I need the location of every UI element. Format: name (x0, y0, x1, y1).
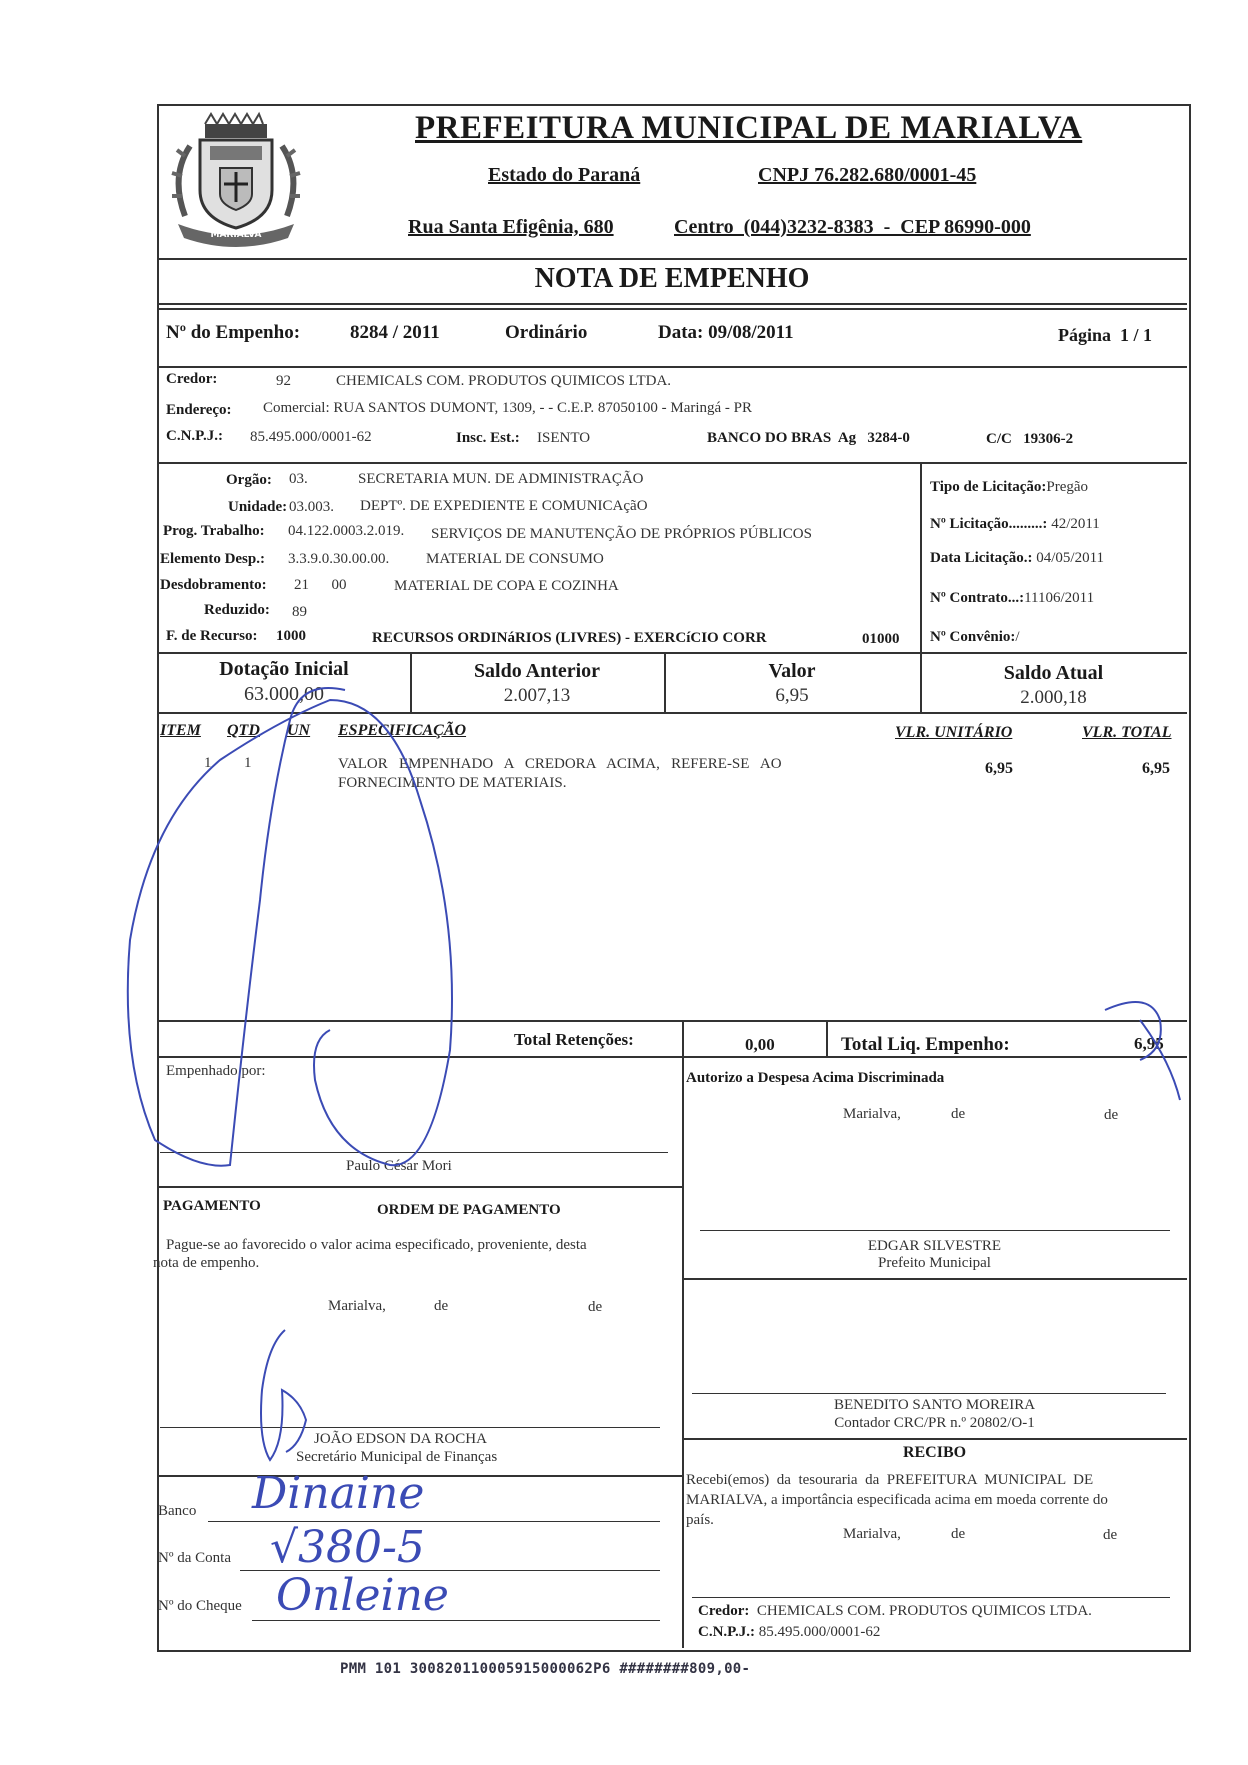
recibo-cnpj-value: 85.495.000/0001-62 (758, 1624, 881, 1640)
banco-handwriting: Dinaine (252, 1468, 425, 1519)
empenho-label: Nº do Empenho: (166, 322, 301, 343)
pagamento-text2: nota de empenho. (153, 1255, 260, 1271)
footer-code: PMM 101 300820110005915000062P6 ########809,00- (340, 1661, 751, 1677)
recibo-text2: MARIALVA, a importância especificada acima em moeda corrente do (686, 1492, 1108, 1508)
cheque-handwriting: Onleine (276, 1570, 449, 1621)
orgao-label: Orgão: (226, 472, 272, 488)
account-info: C/C 19306-2 (986, 431, 1074, 447)
recibo-text1: Recebi(emos) da tesouraria da PREFEITURA MUNICIPAL DE (686, 1472, 1094, 1488)
header-cnpj: CNPJ 76.282.680/0001-45 (758, 164, 977, 186)
signature-liq (1105, 1002, 1180, 1100)
retencoes-value: 0,00 (745, 1035, 775, 1054)
licitacao-num-label: Nº Licitação.........: (930, 516, 1048, 532)
recibo-de2: de (1103, 1527, 1118, 1543)
elemento-name: MATERIAL DE CONSUMO (426, 551, 604, 567)
header-address: Rua Santa Efigênia, 680 (408, 216, 614, 238)
credor-address: Comercial: RUA SANTOS DUMONT, 1309, - - C.E.P. 87050100 - Maringá - PR (263, 400, 753, 416)
credor-label: Credor: (166, 371, 218, 387)
prog-code: 04.122.0003.2.019. (288, 523, 405, 539)
signature-empenhado (128, 688, 452, 1166)
autorizo-city: Marialva, (843, 1106, 901, 1122)
valor-value: 6,95 (775, 685, 809, 706)
credor-code: 92 (276, 373, 291, 389)
recurso-name: RECURSOS ORDINáRIOS (LIVRES) - EXERCíCIO CORR (372, 630, 767, 646)
dotacao-inicial-label: Dotação Inicial (219, 658, 349, 680)
col-spec: ESPECIFICAÇÃO (338, 722, 467, 739)
item-spec-line1: VALOR EMPENHADO A CREDORA ACIMA, REFERE-SE AO (338, 756, 782, 772)
recibo-credor-name: CHEMICALS COM. PRODUTOS QUIMICOS LTDA. (756, 1603, 1092, 1619)
tipo-licitacao-value: Pregão (1046, 479, 1089, 495)
signature-secretario (261, 1330, 306, 1460)
recibo-text3: país. (686, 1512, 714, 1528)
col-item: ITEM (160, 722, 201, 739)
recibo-title: RECIBO (902, 1444, 967, 1461)
ordem-pagamento-label: ORDEM DE PAGAMENTO (377, 1202, 561, 1218)
contrato-label: Nº Contrato...: (930, 590, 1025, 606)
pagamento-de1: de (434, 1298, 449, 1314)
dotacao-inicial-value: 63.000,00 (244, 683, 324, 705)
item-spec-line2: FORNECIMENTO DE MATERIAIS. (338, 775, 567, 791)
licitacao-date-label: Data Licitação.: (930, 550, 1033, 566)
recibo-cnpj-label: C.N.P.J.: (698, 1624, 755, 1640)
conta-label: Nº da Conta (158, 1550, 231, 1566)
convenio-value: / (1015, 629, 1020, 645)
desdobramento-label: Desdobramento: (160, 577, 267, 593)
unidade-name: DEPTº. DE EXPEDIENTE E COMUNICAçãO (360, 498, 648, 514)
valor-label: Valor (768, 660, 816, 682)
credor-name: CHEMICALS COM. PRODUTOS QUIMICOS LTDA. (336, 373, 672, 389)
liq-empenho-label: Total Liq. Empenho: (841, 1034, 1010, 1055)
svg-text:MARIALVA: MARIALVA (210, 230, 262, 240)
pagamento-de2: de (588, 1299, 603, 1315)
item-total-value: 6,95 (1142, 760, 1170, 777)
page-number: Página 1 / 1 (1058, 325, 1153, 345)
address-label: Endereço: (166, 402, 232, 418)
bank-info: BANCO DO BRAS Ag 3284-0 (707, 430, 910, 446)
header-state: Estado do Paraná (488, 164, 641, 186)
empenho-date: Data: 09/08/2011 (658, 322, 794, 343)
elemento-label: Elemento Desp.: (160, 551, 265, 567)
item-qtd: 1 (244, 755, 252, 771)
doc-title: NOTA DE EMPENHO (534, 263, 810, 294)
secretario-role: Secretário Municipal de Finanças (296, 1449, 498, 1465)
empenho-type: Ordinário (505, 322, 588, 343)
recurso-label: F. de Recurso: (166, 628, 258, 644)
insc-label: Insc. Est.: (456, 430, 520, 446)
contador-role: Contador CRC/PR n.º 20802/O-1 (834, 1415, 1035, 1431)
liq-empenho-value: 6,95 (1134, 1034, 1164, 1053)
conta-handwriting: √380-5 (270, 1522, 425, 1573)
cheque-label: Nº do Cheque (158, 1598, 242, 1614)
insc-value: ISENTO (537, 430, 591, 446)
elemento-code: 3.3.9.0.30.00.00. (288, 551, 390, 567)
licitacao-date-value: 04/05/2011 (1036, 550, 1105, 566)
orgao-name: SECRETARIA MUN. DE ADMINISTRAÇÃO (358, 471, 644, 487)
col-total: VLR. TOTAL (1082, 724, 1172, 741)
convenio-label: Nº Convênio: (930, 629, 1016, 645)
empenho-number: 8284 / 2011 (350, 322, 440, 343)
col-qtd: QTD (227, 722, 260, 739)
desdobramento-name: MATERIAL DE COPA E COZINHA (394, 578, 619, 594)
saldo-anterior-value: 2.007,13 (503, 685, 571, 706)
reduzido-value: 89 (292, 604, 307, 620)
header-contact: Centro (044)3232-8383 - CEP 86990-000 (674, 216, 1031, 238)
item-number: 1 (204, 755, 212, 771)
autorizo-label: Autorizo a Despesa Acima Discriminada (686, 1070, 945, 1086)
secretario-name: JOÃO EDSON DA ROCHA (314, 1431, 487, 1447)
pagamento-label: PAGAMENTO (163, 1198, 261, 1214)
prefeito-name: EDGAR SILVESTRE (867, 1238, 1002, 1254)
prog-name: SERVIÇOS DE MANUTENÇÃO DE PRÓPRIOS PÚBLICOS (431, 526, 812, 542)
saldo-anterior-label: Saldo Anterior (473, 660, 601, 682)
unidade-code: 03.003. (289, 499, 334, 515)
credor-cnpj: 85.495.000/0001-62 (250, 429, 372, 445)
contrato-value: 11106/2011 (1024, 590, 1095, 606)
unidade-label: Unidade: (228, 499, 288, 515)
tipo-licitacao-label: Tipo de Licitação: (930, 479, 1047, 495)
licitacao-num-value: 42/2011 (1051, 516, 1100, 532)
prefeito-role: Prefeito Municipal (878, 1255, 991, 1271)
prog-label: Prog. Trabalho: (163, 523, 265, 539)
col-unit: VLR. UNITÁRIO (895, 724, 1013, 741)
col-un: UN (287, 722, 311, 739)
empenhado-signer: Paulo César Mori (346, 1158, 452, 1174)
empenhado-label: Empenhado por: (166, 1063, 266, 1079)
pagamento-city: Marialva, (328, 1298, 386, 1314)
autorizo-de1: de (951, 1106, 966, 1122)
contador-name: BENEDITO SANTO MOREIRA (833, 1397, 1036, 1413)
orgao-code: 03. (289, 471, 308, 487)
saldo-atual-value: 2.000,18 (1020, 687, 1087, 708)
cnpj-label: C.N.P.J.: (166, 428, 223, 444)
pagamento-text1: Pague-se ao favorecido o valor acima especificado, proveniente, desta (166, 1237, 587, 1253)
recurso-code: 1000 (276, 628, 306, 644)
recurso-number: 01000 (862, 631, 900, 647)
header-title: PREFEITURA MUNICIPAL DE MARIALVA (415, 110, 1083, 146)
reduzido-label: Reduzido: (204, 602, 270, 618)
recibo-de1: de (951, 1526, 966, 1542)
retencoes-label: Total Retenções: (514, 1030, 634, 1049)
recibo-credor-label: Credor: (698, 1603, 750, 1619)
desdobramento-code: 21 00 (294, 577, 347, 593)
item-unit-value: 6,95 (985, 760, 1013, 777)
recibo-city: Marialva, (843, 1526, 901, 1542)
banco-label: Banco (158, 1503, 197, 1519)
saldo-atual-label: Saldo Atual (1003, 662, 1104, 684)
autorizo-de2: de (1104, 1107, 1119, 1123)
